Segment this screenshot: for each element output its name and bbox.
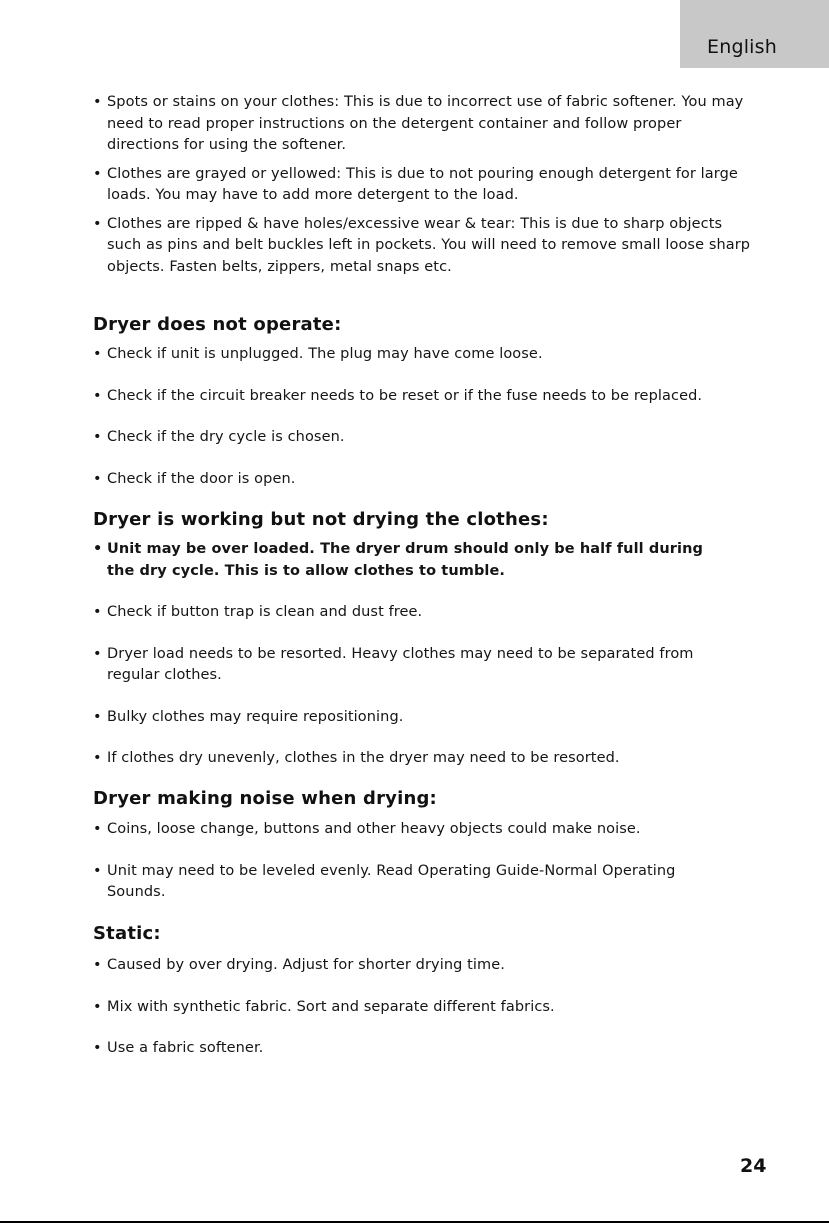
language-tab: [680, 0, 829, 68]
list-item: • Clothes are grayed or yellowed: This is due to not pouring enough detergent for large loads. You may have to add more detergent to the load.: [93, 164, 753, 207]
bottom-divider: [0, 1221, 829, 1223]
list-item: • Mix with synthetic fabric. Sort and separate different fabrics.: [93, 997, 753, 1019]
list-item: • If clothes dry unevenly, clothes in the dryer may need to be resorted.: [93, 748, 723, 770]
section-title-not-drying: Dryer is working but not drying the clothes:: [93, 509, 549, 530]
section-list-not-drying: [93, 539, 723, 770]
language-label: English: [707, 36, 778, 58]
list-item: • Check if unit is unplugged. The plug may have come loose.: [93, 344, 753, 366]
section-title-static: Static:: [93, 923, 161, 944]
section-list-static: [93, 955, 753, 1060]
section-list-dryer-does-not-operate: [93, 344, 753, 490]
list-item: • Check if the circuit breaker needs to be reset or if the fuse needs to be replaced.: [93, 386, 753, 408]
section-list-making-noise: [93, 819, 733, 904]
list-item: • Unit may be over loaded. The dryer drum should only be half full during the dry cycle. This is to allow clothes to tumble.: [93, 539, 723, 582]
list-item: • Clothes are ripped & have holes/excessive wear & tear: This is due to sharp objects such as pins and belt buckles left in pockets. You will need to remove small loose sharp objects. Fasten belts, zippers, metal snaps etc.: [93, 214, 753, 279]
list-item: • Bulky clothes may require repositioning.: [93, 707, 723, 729]
list-item: • Dryer load needs to be resorted. Heavy clothes may need to be separated from regular clothes.: [93, 644, 723, 687]
section-title-dryer-does-not-operate: Dryer does not operate:: [93, 314, 342, 335]
section-title-making-noise: Dryer making noise when drying:: [93, 788, 437, 809]
intro-list: [93, 92, 753, 278]
list-item: • Use a fabric softener.: [93, 1038, 753, 1060]
list-item: • Check if the dry cycle is chosen.: [93, 427, 753, 449]
list-item: • Spots or stains on your clothes: This is due to incorrect use of fabric softener. You may need to read proper instructions on the detergent container and follow proper directions for using the softener.: [93, 92, 753, 157]
list-item: • Caused by over drying. Adjust for shorter drying time.: [93, 955, 753, 977]
list-item: • Check if button trap is clean and dust free.: [93, 602, 723, 624]
list-item: • Check if the door is open.: [93, 469, 753, 491]
page-number: 24: [740, 1155, 767, 1177]
list-item: • Coins, loose change, buttons and other heavy objects could make noise.: [93, 819, 733, 841]
list-item: • Unit may need to be leveled evenly. Read Operating Guide-Normal Operating Sounds.: [93, 861, 733, 904]
